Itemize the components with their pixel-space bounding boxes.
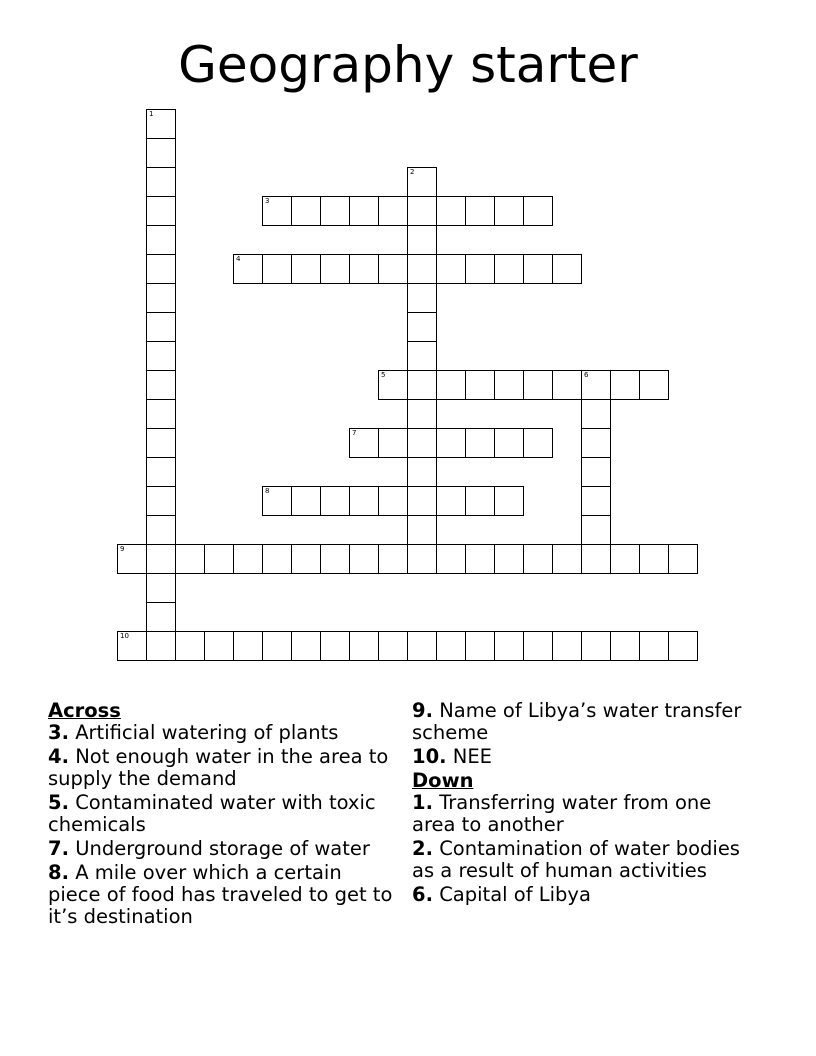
grid-cell[interactable] bbox=[146, 341, 176, 371]
grid-cell[interactable] bbox=[465, 544, 495, 574]
grid-cell[interactable] bbox=[117, 544, 147, 574]
clue-down-1 bbox=[412, 792, 757, 836]
grid-cell[interactable] bbox=[407, 399, 437, 429]
grid-cell[interactable] bbox=[146, 544, 176, 574]
grid-cell[interactable] bbox=[407, 167, 437, 197]
grid-cell[interactable] bbox=[581, 428, 611, 458]
grid-cell[interactable] bbox=[465, 370, 495, 400]
grid-cell[interactable] bbox=[581, 544, 611, 574]
grid-cell[interactable] bbox=[436, 486, 466, 516]
grid-cell[interactable] bbox=[610, 544, 640, 574]
grid-cell[interactable] bbox=[465, 196, 495, 226]
clue-text: NEE bbox=[452, 745, 492, 768]
grid-cell[interactable] bbox=[639, 631, 669, 661]
grid-cell[interactable] bbox=[407, 486, 437, 516]
grid-cell[interactable] bbox=[581, 399, 611, 429]
clues-column-right bbox=[412, 700, 757, 908]
clue-across-8 bbox=[48, 862, 393, 928]
cell-number: 3 bbox=[265, 197, 270, 205]
clue-text: Contaminated water with toxic chemicals bbox=[48, 791, 376, 836]
clue-down-6 bbox=[412, 884, 757, 906]
clue-text: Contamination of water bodies as a result of human activities bbox=[412, 837, 740, 882]
grid-cell[interactable] bbox=[146, 312, 176, 342]
grid-cell[interactable] bbox=[552, 631, 582, 661]
grid-cell[interactable] bbox=[146, 602, 176, 632]
grid-cell[interactable] bbox=[407, 457, 437, 487]
grid-cell[interactable] bbox=[378, 544, 408, 574]
page-title: Geography starter bbox=[178, 36, 638, 94]
grid-cell[interactable] bbox=[146, 399, 176, 429]
clue-across-10 bbox=[412, 746, 757, 768]
grid-cell[interactable] bbox=[146, 457, 176, 487]
grid-cell[interactable] bbox=[407, 341, 437, 371]
grid-cell[interactable] bbox=[146, 370, 176, 400]
grid-cell[interactable] bbox=[349, 631, 379, 661]
across-heading: Across bbox=[48, 699, 121, 722]
grid-cell[interactable] bbox=[436, 631, 466, 661]
grid-cell[interactable] bbox=[523, 196, 553, 226]
cell-number: 7 bbox=[352, 429, 357, 437]
grid-cell[interactable] bbox=[407, 312, 437, 342]
grid-cell[interactable] bbox=[291, 631, 321, 661]
grid-cell[interactable] bbox=[262, 631, 292, 661]
cell-number: 5 bbox=[381, 371, 386, 379]
grid-cell[interactable] bbox=[146, 631, 176, 661]
clue-text: Underground storage of water bbox=[75, 837, 370, 860]
grid-cell[interactable] bbox=[349, 254, 379, 284]
grid-cell[interactable] bbox=[117, 631, 147, 661]
grid-cell[interactable] bbox=[407, 225, 437, 255]
grid-cell[interactable] bbox=[175, 631, 205, 661]
grid-cell[interactable] bbox=[494, 631, 524, 661]
clue-number: 4. bbox=[48, 745, 69, 768]
grid-cell[interactable] bbox=[378, 254, 408, 284]
clue-text: Artificial watering of plants bbox=[75, 721, 339, 744]
grid-cell[interactable] bbox=[494, 196, 524, 226]
grid-cell[interactable] bbox=[146, 515, 176, 545]
clue-text: Not enough water in the area to supply the demand bbox=[48, 745, 389, 790]
grid-cell[interactable] bbox=[320, 544, 350, 574]
grid-cell[interactable] bbox=[146, 283, 176, 313]
grid-cell[interactable] bbox=[146, 573, 176, 603]
grid-cell[interactable] bbox=[262, 196, 292, 226]
clue-number: 1. bbox=[412, 791, 433, 814]
grid-cell[interactable] bbox=[146, 109, 176, 139]
clue-number: 7. bbox=[48, 837, 69, 860]
clue-text: Name of Libya’s water transfer scheme bbox=[412, 699, 742, 744]
clue-across-7 bbox=[48, 838, 393, 860]
grid-cell[interactable] bbox=[581, 457, 611, 487]
grid-cell[interactable] bbox=[407, 428, 437, 458]
clue-across-4 bbox=[48, 746, 393, 790]
clue-text: Capital of Libya bbox=[439, 883, 591, 906]
grid-cell[interactable] bbox=[523, 544, 553, 574]
grid-cell[interactable] bbox=[639, 544, 669, 574]
grid-cell[interactable] bbox=[262, 486, 292, 516]
grid-cell[interactable] bbox=[146, 486, 176, 516]
clue-number: 6. bbox=[412, 883, 433, 906]
cell-number: 8 bbox=[265, 487, 270, 495]
grid-cell[interactable] bbox=[407, 515, 437, 545]
grid-cell[interactable] bbox=[436, 254, 466, 284]
grid-cell[interactable] bbox=[146, 138, 176, 168]
grid-cell[interactable] bbox=[494, 254, 524, 284]
grid-cell[interactable] bbox=[494, 486, 524, 516]
grid-cell[interactable] bbox=[146, 428, 176, 458]
grid-cell[interactable] bbox=[581, 486, 611, 516]
grid-cell[interactable] bbox=[436, 428, 466, 458]
grid-cell[interactable] bbox=[639, 370, 669, 400]
grid-cell[interactable] bbox=[378, 631, 408, 661]
grid-cell[interactable] bbox=[378, 428, 408, 458]
grid-cell[interactable] bbox=[494, 370, 524, 400]
grid-cell[interactable] bbox=[175, 544, 205, 574]
grid-cell[interactable] bbox=[291, 544, 321, 574]
grid-cell[interactable] bbox=[291, 254, 321, 284]
grid-cell[interactable] bbox=[378, 486, 408, 516]
grid-cell[interactable] bbox=[320, 196, 350, 226]
clue-across-9 bbox=[412, 700, 757, 744]
cell-number: 6 bbox=[584, 371, 589, 379]
grid-cell[interactable] bbox=[668, 544, 698, 574]
clue-text: Transferring water from one area to another bbox=[412, 791, 712, 836]
grid-cell[interactable] bbox=[552, 544, 582, 574]
grid-cell[interactable] bbox=[610, 370, 640, 400]
grid-cell[interactable] bbox=[465, 486, 495, 516]
grid-cell[interactable] bbox=[581, 515, 611, 545]
grid-cell[interactable] bbox=[291, 196, 321, 226]
grid-cell[interactable] bbox=[320, 254, 350, 284]
grid-cell[interactable] bbox=[320, 486, 350, 516]
grid-cell[interactable] bbox=[233, 254, 263, 284]
grid-cell[interactable] bbox=[407, 254, 437, 284]
grid-cell[interactable] bbox=[407, 544, 437, 574]
clues-column-left bbox=[48, 700, 393, 930]
grid-cell[interactable] bbox=[436, 370, 466, 400]
clue-across-5 bbox=[48, 792, 393, 836]
grid-cell[interactable] bbox=[349, 486, 379, 516]
grid-cell[interactable] bbox=[204, 544, 234, 574]
grid-cell[interactable] bbox=[523, 254, 553, 284]
grid-cell[interactable] bbox=[146, 196, 176, 226]
cell-number: 10 bbox=[120, 632, 129, 640]
clue-down-2 bbox=[412, 838, 757, 882]
grid-cell[interactable] bbox=[146, 167, 176, 197]
grid-cell[interactable] bbox=[581, 370, 611, 400]
grid-cell[interactable] bbox=[146, 225, 176, 255]
clue-number: 3. bbox=[48, 721, 69, 744]
grid-cell[interactable] bbox=[610, 631, 640, 661]
clue-text: A mile over which a certain piece of food has traveled to get to it’s destination bbox=[48, 861, 393, 928]
grid-cell[interactable] bbox=[581, 631, 611, 661]
grid-cell[interactable] bbox=[552, 370, 582, 400]
grid-cell[interactable] bbox=[349, 196, 379, 226]
grid-cell[interactable] bbox=[407, 283, 437, 313]
grid-cell[interactable] bbox=[436, 544, 466, 574]
cell-number: 4 bbox=[236, 255, 241, 263]
grid-cell[interactable] bbox=[262, 254, 292, 284]
cell-number: 9 bbox=[120, 545, 125, 553]
grid-cell[interactable] bbox=[494, 544, 524, 574]
grid-cell[interactable] bbox=[291, 486, 321, 516]
grid-cell[interactable] bbox=[523, 370, 553, 400]
grid-cell[interactable] bbox=[378, 196, 408, 226]
grid-cell[interactable] bbox=[407, 370, 437, 400]
grid-cell[interactable] bbox=[465, 631, 495, 661]
grid-cell[interactable] bbox=[262, 544, 292, 574]
clue-number: 10. bbox=[412, 745, 447, 768]
grid-cell[interactable] bbox=[668, 631, 698, 661]
down-heading: Down bbox=[412, 769, 474, 792]
grid-cell[interactable] bbox=[494, 428, 524, 458]
grid-cell[interactable] bbox=[523, 428, 553, 458]
grid-cell[interactable] bbox=[146, 254, 176, 284]
grid-cell[interactable] bbox=[465, 428, 495, 458]
grid-cell[interactable] bbox=[552, 254, 582, 284]
cell-number: 2 bbox=[410, 168, 415, 176]
grid-cell[interactable] bbox=[436, 196, 466, 226]
grid-cell[interactable] bbox=[523, 631, 553, 661]
cell-number: 1 bbox=[149, 110, 154, 118]
grid-cell[interactable] bbox=[233, 631, 263, 661]
grid-cell[interactable] bbox=[407, 196, 437, 226]
grid-cell[interactable] bbox=[204, 631, 234, 661]
clue-across-3 bbox=[48, 722, 393, 744]
grid-cell[interactable] bbox=[465, 254, 495, 284]
clue-number: 9. bbox=[412, 699, 433, 722]
clue-number: 2. bbox=[412, 837, 433, 860]
grid-cell[interactable] bbox=[378, 370, 408, 400]
grid-cell[interactable] bbox=[233, 544, 263, 574]
clue-number: 5. bbox=[48, 791, 69, 814]
grid-cell[interactable] bbox=[320, 631, 350, 661]
grid-cell[interactable] bbox=[407, 631, 437, 661]
clue-number: 8. bbox=[48, 861, 69, 884]
grid-cell[interactable] bbox=[349, 544, 379, 574]
grid-cell[interactable] bbox=[349, 428, 379, 458]
